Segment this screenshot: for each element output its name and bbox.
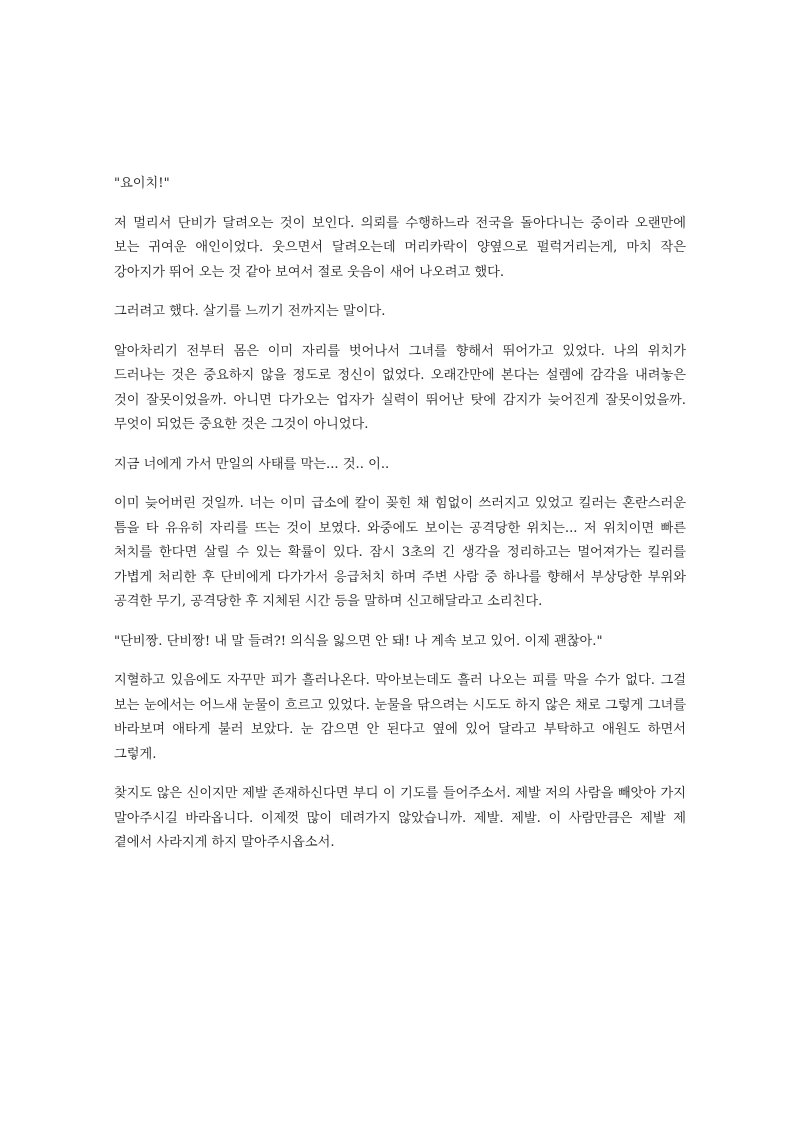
paragraph-6: 이미 늦어버린 것일까. 너는 이미 급소에 칼이 꽂힌 채 힘없이 쓰러지고 있었고 킬러는 혼란스러운 틈을 타 유유히 자리를 뜨는 것이 보였다. 와중에도 보이는 공격당한 위치는... 저 위치이면 빠른 처치를 한다면 살릴 수 있는 확률이 있다. 잠시 3초의 긴 생각을 정리하고는 멀어져가는 킬러를 가볍게 처리한 후 단비에게 다가가서 응급처치 하며 주변 사람 중 하나를 향해서 부상당한 부위와 공격한 무기, 공격당한 후 지체된 시간 등을 말하며 신고해달라고 소리친다. <box>114 496 687 609</box>
paragraph-5: 지금 너에게 가서 만일의 사태를 막는... 것.. 이.. <box>114 456 390 472</box>
paragraph-dialogue-2: "단비짱. 단비짱! 내 말 들려?! 의식을 잃으면 안 돼! 나 계속 보고 있어. 이제 괜찮아." <box>114 633 603 649</box>
paragraph-8: 지혈하고 있음에도 자꾸만 피가 흘러나온다. 막아보는데도 흘러 나오는 피를 막을 수가 없다. 그걸 보는 눈에서는 어느새 눈물이 흐르고 있었다. 눈물을 닦으려는 시도도 하지 않은 채로 그렇게 그녀를 바라보며 애타게 불러 보았다. 눈 감으면 안 된다고 옆에 있어 달라고 부탁하고 애원도 하면서 그렇게. <box>114 673 686 762</box>
document-body <box>114 172 686 871</box>
paragraph-9: 찾지도 않은 신이지만 제발 존재하신다면 부디 이 기도를 들어주소서. 제발 저의 사람을 빼앗아 가지 말아주시길 바라옵니다. 이제껏 많이 데려가지 않았습니까. 제발. 제발. 이 사람만큼은 제발 제 곁에서 사라지게 하지 말아주시옵소서. <box>114 786 686 850</box>
paragraph-4: 알아차리기 전부터 몸은 이미 자리를 벗어나서 그녀를 향해서 뛰어가고 있었다. 나의 위치가 드러나는 것은 중요하지 않을 정도로 정신이 없었다. 오래간만에 본다는 설렘에 감각을 내려놓은 것이 잘못이었을까. 아니면 다가오는 업자가 실력이 뛰어난 탓에 감지가 늦어진게 잘못이었을까. 무엇이 되었든 중요한 것은 그것이 아니었다. <box>114 343 686 432</box>
paragraph-3: 그러려고 했다. 살기를 느끼기 전까지는 말이다. <box>114 304 386 319</box>
paragraph-dialogue-1: "요이치!" <box>114 176 170 191</box>
paragraph-2: 저 멀리서 단비가 달려오는 것이 보인다. 의뢰를 수행하느라 전국을 돌아다니는 중이라 오랜만에 보는 귀여운 애인이었다. 웃으면서 달려오는데 머리카락이 양옆으로 펄럭거리는게, 마치 작은 강아지가 뛰어 오는 것 같아 보여서 절로 웃음이 새어 나오려고 했다. <box>114 215 686 280</box>
